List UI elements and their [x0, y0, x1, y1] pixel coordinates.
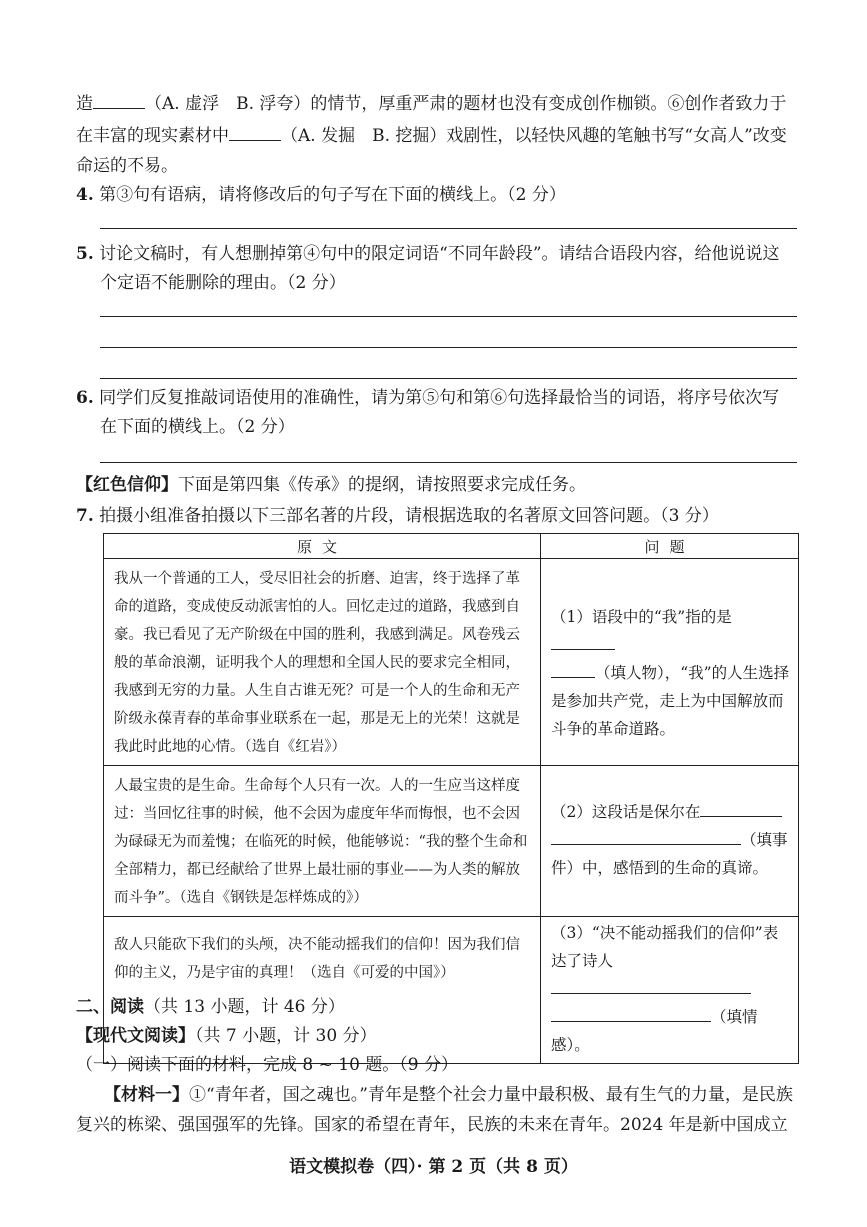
question-part: （2）这段话是保尔在 — [551, 803, 701, 821]
question-text: 同学们反复推敲词语使用的准确性，请为第⑤句和第⑥句选择最恰当的词语，将序号依次写 — [99, 388, 780, 408]
question-part: （3）“决不能动摇我们的信仰”表达了诗人 — [551, 924, 779, 970]
fill-blank[interactable] — [551, 661, 595, 678]
question-5 — [76, 243, 780, 265]
material-text: ①“青年者，国之魂也。”青年是整个社会力量中最积极、最有生气的力量，是民族 — [189, 1085, 793, 1105]
modern-reading-heading — [76, 1025, 377, 1047]
question-number: 5. — [76, 244, 94, 264]
source-text: 敌人只能砍下我们的头颅，决不能动摇我们的信仰！因为我们信仰的主义，乃是宇宙的真理！（选自《可爱的中国》） — [114, 937, 520, 981]
answer-line[interactable] — [100, 462, 797, 463]
question-7 — [76, 505, 719, 527]
fill-blank[interactable] — [229, 124, 281, 141]
material-1-line-1 — [104, 1084, 793, 1106]
question-part: （填情感）。 — [551, 1008, 758, 1054]
intro-text: （A. 虚浮 B. 浮夸）的情节，厚重严肃的题材也没有变成创作枷锁。⑥创作者致力于 — [145, 94, 787, 114]
intro-line-2 — [76, 124, 787, 147]
question-cell — [541, 917, 799, 1064]
intro-text: （A. 发掘 B. 挖掘）戏剧性，以轻快风趣的笔触书写“女高人”改变 — [281, 126, 787, 146]
question-4 — [76, 184, 566, 206]
question-part: （填事件）中，感悟到的生命的真谛。 — [551, 831, 788, 877]
question-part: （填人物），“我”的人生选择是参加共产党，走上为中国解放而斗争的革命道路。 — [551, 664, 790, 738]
subsection-1: （一）阅读下面的材料，完成 8 ~ 10 题。（9 分） — [76, 1055, 459, 1075]
source-text: 我从一个普通的工人，受尽旧社会的折磨、迫害，终于选择了革命的道路，变成使反动派害怕的人。回忆走过的道路，我感到自豪。我已看见了无产阶级在中国的胜利，我感到满足。风卷残云般的革命浪潮，证明我个人的理想和全国人民的要求完全相同，我感到无穷的力量。人生自古谁无死？可是一个人的生命和无产阶级永葆青春的革命事业联系在一起，那是无上的光荣！这就是我此时此地的心情。（选自《红岩》） — [114, 571, 520, 755]
question-number: 6. — [76, 388, 94, 408]
answer-line[interactable] — [100, 378, 797, 379]
section-tag: 【现代文阅读】 — [76, 1026, 195, 1046]
fill-blank[interactable] — [551, 828, 741, 845]
intro-text: 在丰富的现实素材中 — [76, 126, 229, 146]
source-question-table — [103, 533, 799, 1064]
fill-blank[interactable] — [551, 1005, 711, 1022]
question-cell — [541, 766, 799, 917]
question-text — [541, 559, 798, 747]
question-text: 第③句有语病，请将修改后的句子写在下面的横线上。（2 分） — [99, 185, 566, 205]
part-title: 二、阅读 — [76, 997, 144, 1017]
question-5-line-2: 个定语不能删除的理由。（2 分） — [100, 273, 346, 293]
question-text — [541, 766, 798, 886]
question-text: 拍摄小组准备拍摄以下三部名著的片段，请根据选取的名著原文回答问题。（3 分） — [99, 506, 719, 526]
question-text — [541, 917, 798, 1063]
fill-blank[interactable] — [700, 800, 782, 817]
answer-line[interactable] — [100, 316, 797, 317]
table-header-row — [104, 534, 799, 559]
table-header-source: 原文 — [104, 534, 541, 559]
source-cell — [104, 559, 541, 766]
question-6-line-2: 在下面的横线上。（2 分） — [100, 417, 295, 437]
table-header-question: 问题 — [541, 534, 799, 559]
page-footer: 语文模拟卷（四）· 第 2 页（共 8 页） — [289, 1157, 578, 1177]
source-cell — [104, 766, 541, 917]
section-detail: （共 7 小题，计 30 分） — [195, 1026, 377, 1046]
section-red-faith — [76, 474, 586, 496]
question-number: 4. — [76, 185, 94, 205]
question-text: 讨论文稿时，有人想删掉第④句中的限定词语“不同年龄段”。请结合语段内容，给他说说这 — [99, 244, 780, 264]
question-number: 7. — [76, 506, 94, 526]
table-row — [104, 766, 799, 917]
answer-line[interactable] — [100, 228, 797, 229]
question-6 — [76, 387, 779, 409]
section-text: 下面是第四集《传承》的提纲，请按照要求完成任务。 — [178, 475, 586, 495]
intro-line-3: 命运的不易。 — [76, 156, 178, 176]
material-tag: 【材料一】 — [104, 1085, 189, 1105]
table-row — [104, 559, 799, 766]
source-text: 人最宝贵的是生命。生命每个人只有一次。人的一生应当这样度过：当回忆往事的时候，他不会因为虚度年华而悔恨，也不会因为碌碌无为而羞愧；在临死的时候，他能够说：“我的整个生命和全部精力，都已经献给了世界上最壮丽的事业——为人类的解放而斗争”。（选自《钢铁是怎样炼成的》） — [114, 778, 528, 906]
fill-blank[interactable] — [551, 633, 615, 650]
answer-line[interactable] — [100, 347, 797, 348]
part-detail: （共 13 小题，计 46 分） — [144, 997, 345, 1017]
intro-text: 造 — [76, 94, 93, 114]
question-part: （1）语段中的“我”指的是 — [551, 608, 732, 626]
part-2-heading — [76, 996, 345, 1018]
fill-blank[interactable] — [551, 977, 751, 994]
material-1-line-2: 复兴的栋梁、强国强军的先锋。国家的希望在青年，民族的未来在青年。2024 年是新中国成立 — [76, 1115, 788, 1135]
section-tag: 【红色信仰】 — [76, 475, 178, 495]
question-cell — [541, 559, 799, 766]
intro-line-1 — [76, 92, 786, 115]
fill-blank[interactable] — [93, 92, 145, 109]
